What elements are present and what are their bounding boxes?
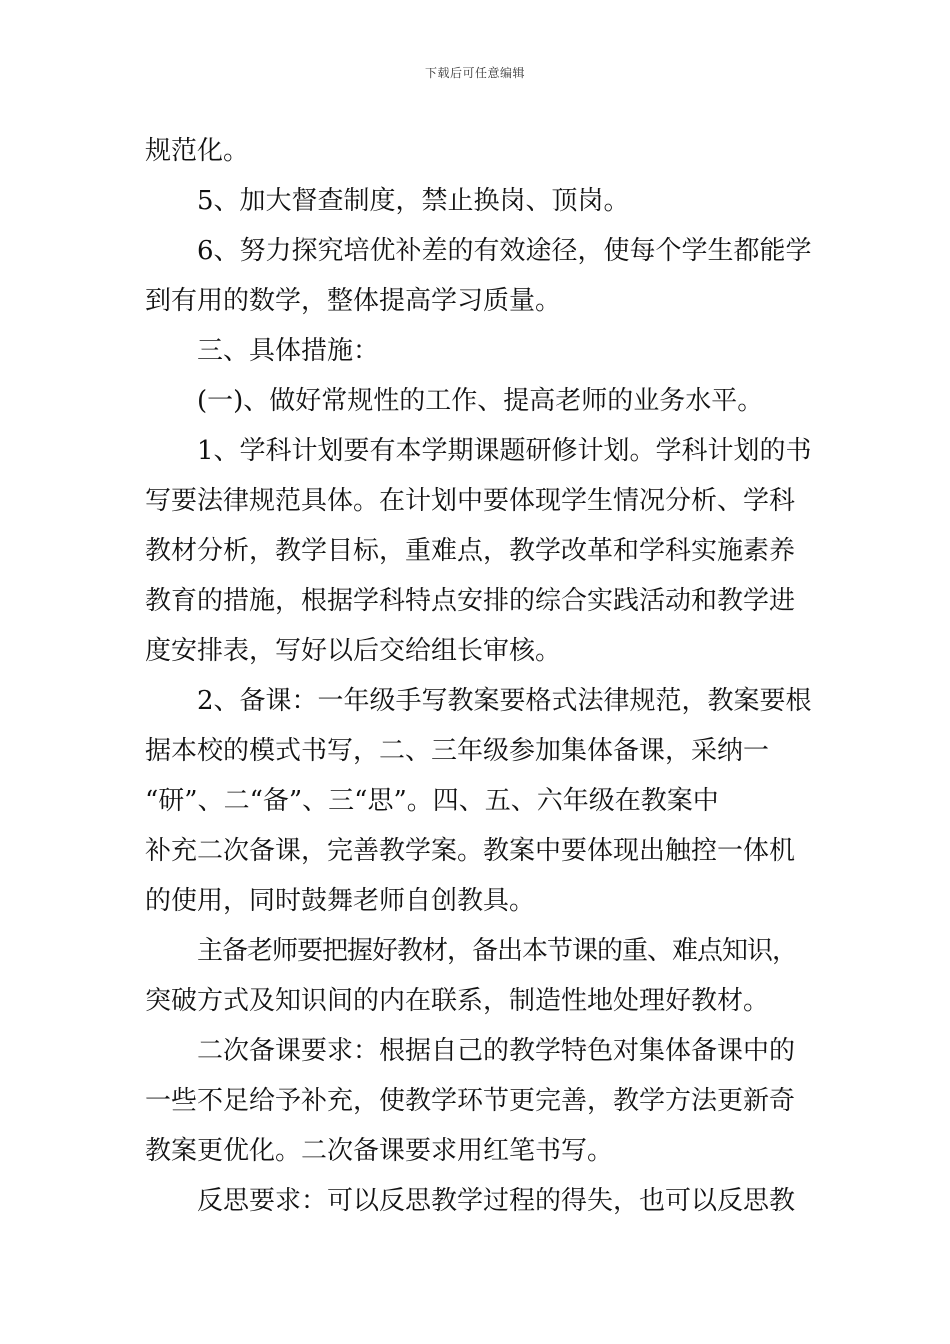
text-line: 教案更优化。二次备课要求用红笔书写。: [145, 1136, 614, 1166]
page-header: 下载后可任意编辑: [424, 66, 525, 80]
text-line: 规范化。: [145, 136, 250, 166]
text-line: 教育的措施，根据学科特点安排的综合实践活动和教学进: [145, 586, 796, 616]
text-line: 的使用，同时鼓舞老师自创教具。: [145, 886, 536, 916]
text-line: 反思要求：可以反思教学过程的得失，也可以反思教: [197, 1186, 796, 1216]
text-line: (一)、做好常规性的工作、提高老师的业务水平。: [197, 386, 764, 416]
text-line: 教材分析，教学目标，重难点，教学改革和学科实施素养: [145, 536, 796, 566]
text-line: 1、学科计划要有本学期课题研修计划。学科计划的书: [197, 436, 812, 466]
text-line: 一些不足给予补充，使教学环节更完善，教学方法更新奇: [145, 1086, 796, 1116]
document-body: [145, 126, 813, 1226]
text-line: 二次备课要求：根据自己的教学特色对集体备课中的: [197, 1036, 796, 1066]
text-line: 补充二次备课，完善教学案。教案中要体现出触控一体机: [145, 836, 796, 866]
text-line: 写要法律规范具体。在计划中要体现学生情况分析、学科: [145, 486, 796, 516]
text-line: “研”、二“备”、三“思”。四、五、六年级在教案中: [145, 786, 719, 816]
text-line: 主备老师要把握好教材，备出本节课的重、难点知识，: [197, 936, 798, 966]
text-line: 6、努力探究培优补差的有效途径，使每个学生都能学: [197, 236, 812, 266]
text-line: 2、备课：一年级手写教案要格式法律规范，教案要根: [197, 686, 812, 716]
text-line: 到有用的数学，整体提高学习质量。: [145, 286, 562, 316]
text-line: 突破方式及知识间的内在联系，制造性地处理好教材。: [145, 986, 770, 1016]
text-line: 5、加大督查制度，禁止换岗、顶岗。: [197, 186, 630, 216]
text-line: 三、具体措施：: [197, 336, 380, 366]
text-line: 度安排表，写好以后交给组长审核。: [145, 636, 562, 666]
text-line: 据本校的模式书写，二、三年级参加集体备课，采纳一: [145, 736, 770, 766]
